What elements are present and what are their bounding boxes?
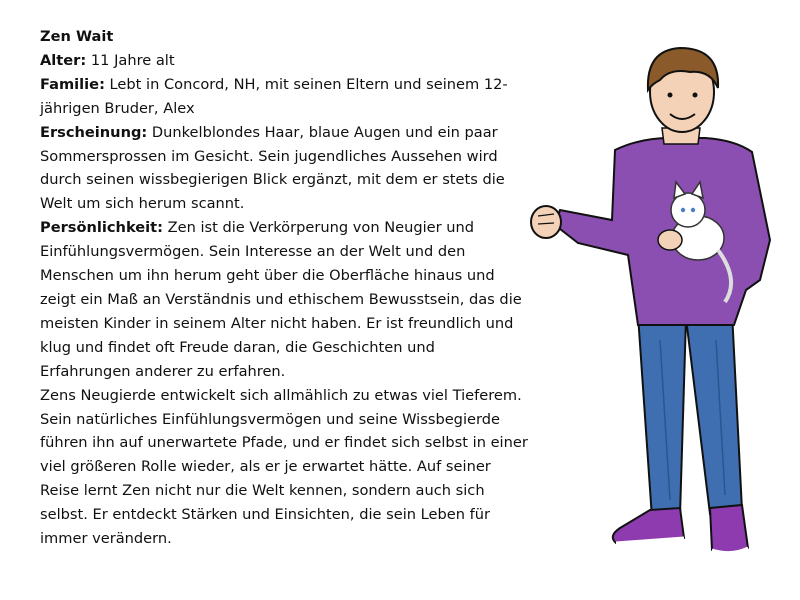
family-label: Familie:: [40, 75, 105, 93]
holding-hand: [658, 230, 682, 250]
personality-label: Persönlichkeit:: [40, 219, 163, 237]
character-illustration: [520, 40, 790, 570]
appearance-label: Erscheinung:: [40, 123, 148, 141]
profile-family: [40, 73, 530, 121]
sneakers: [613, 505, 748, 553]
profile-name-text: Zen Wait: [40, 28, 114, 45]
jeans: [638, 312, 742, 518]
extended-hand: [531, 206, 561, 238]
profile-name: [40, 25, 530, 49]
profile-personality: [40, 216, 530, 383]
age-value: 11 Jahre alt: [86, 51, 175, 69]
appearance-value: Dunkelblondes Haar, blaue Augen und ein paar Sommersprossen im Gesicht. Sein jugendliches Aussehen wird durch seinen wissbegierigen Blick ergänzt, mit dem er stets die Welt um sich herum scannt.: [40, 123, 505, 213]
head: [648, 48, 718, 132]
profile-age: [40, 49, 530, 73]
profile-story: Zens Neugierde entwickelt sich allmählich zu etwas viel Tieferem. Sein natürliches Einfühlungsvermögen und seine Wissbegierde führen ihn auf unerwartete Pfade, und er findet sich selbst in einer viel größeren Rolle wieder, als er je erwartet hätte. Auf seiner Reise lernt Zen nicht nur die Welt kennen, sondern auch sich selbst. Er entdeckt Stärken und Einsichten, die sein Leben für immer verändern.: [40, 386, 528, 548]
personality-value: Zen ist die Verkörperung von Neugier und Einfühlungsvermögen. Sein Interesse an der Welt und den Menschen um ihn herum geht über die Oberfläche hinaus und zeigt ein Maß an Verständnis und ethischem Bewusstsein, das die meisten Kinder in seinem Alter nicht haben. Er ist freundlich und klug und findet oft Freude daran, die Geschichten und Erfahrungen anderer zu erfahren.: [40, 219, 522, 380]
profile-appearance: [40, 121, 530, 217]
boy-with-kitten-illustration: [520, 40, 790, 570]
profile-text: [40, 25, 530, 551]
family-value: Lebt in Concord, NH, mit seinen Eltern und seinem 12-jährigen Bruder, Alex: [40, 75, 508, 117]
age-label: Alter:: [40, 51, 87, 69]
